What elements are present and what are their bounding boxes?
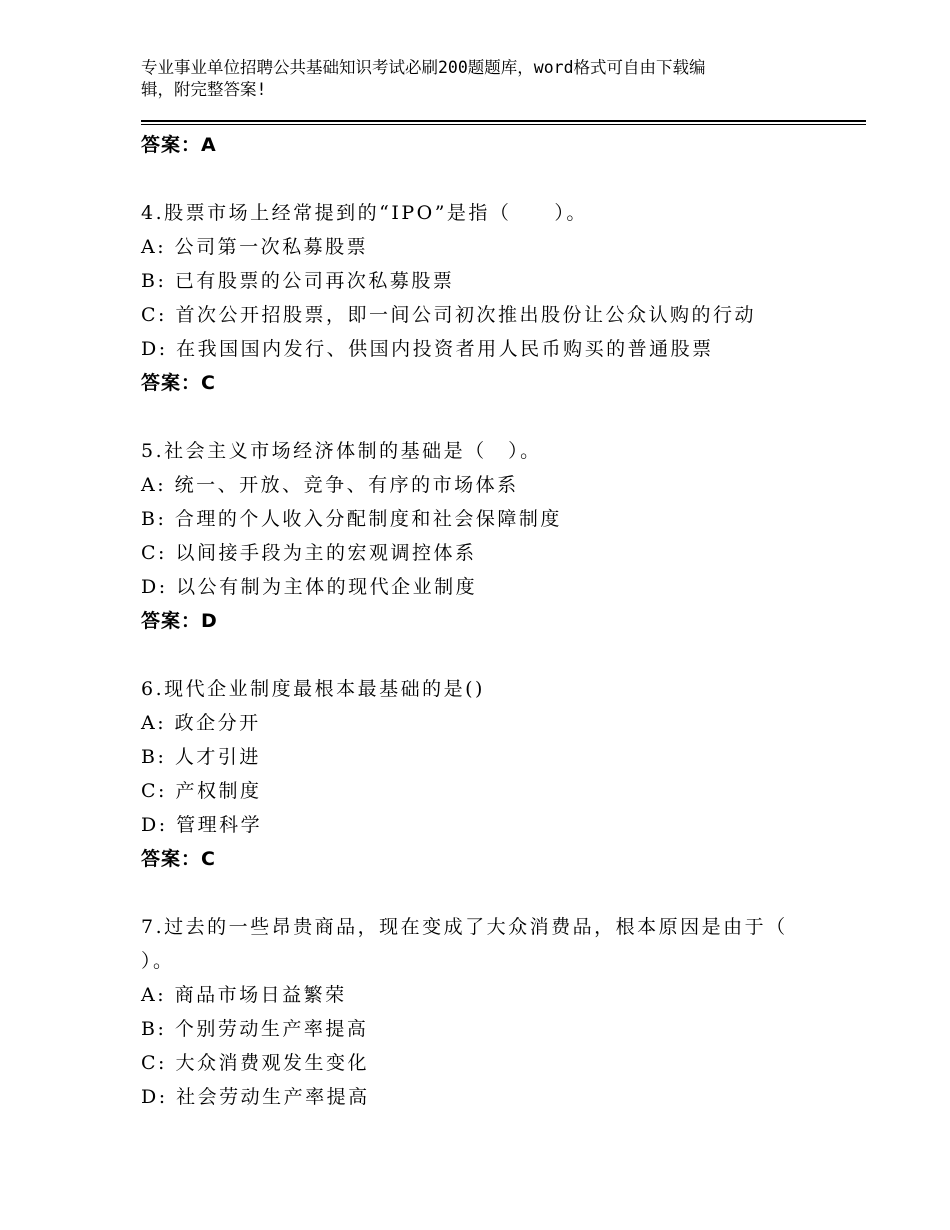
option-b: B: 已有股票的公司再次私募股票 <box>141 270 455 292</box>
question-4 <box>141 196 841 400</box>
option-a: A: 统一、开放、竞争、有序的市场体系 <box>141 474 519 496</box>
question-stem-line-2: ）。 <box>141 950 175 972</box>
header-line-2: 辑，附完整答案! <box>141 80 267 99</box>
header-rule-thin <box>141 124 866 125</box>
question-7 <box>141 910 841 1114</box>
option-a: A: 商品市场日益繁荣 <box>141 984 347 1006</box>
answer: 答案：C <box>141 372 216 394</box>
question-stem: 6.现代企业制度最根本最基础的是() <box>141 678 485 700</box>
answer-previous: 答案：A <box>141 134 217 156</box>
question-stem: 4.股票市场上经常提到的“IPO”是指（ ）。 <box>141 202 588 224</box>
question-stem-line-1: 7.过去的一些昂贵商品，现在变成了大众消费品，根本原因是由于（ <box>141 916 788 938</box>
question-stem: 5.社会主义市场经济体制的基础是（ ）。 <box>141 440 542 462</box>
option-b: B: 合理的个人收入分配制度和社会保障制度 <box>141 508 562 530</box>
option-a: A: 政企分开 <box>141 712 261 734</box>
option-b: B: 人才引进 <box>141 746 261 768</box>
document-body <box>141 128 841 1114</box>
question-6 <box>141 672 841 876</box>
answer: 答案：D <box>141 610 218 632</box>
header-line-1: 专业事业单位招聘公共基础知识考试必刷200题题库，word格式可自由下载编 <box>141 58 706 77</box>
option-d: D: 管理科学 <box>141 814 263 836</box>
option-a: A: 公司第一次私募股票 <box>141 236 369 258</box>
header-rule-thick <box>141 120 866 122</box>
page-header <box>141 57 831 101</box>
option-c: C: 大众消费观发生变化 <box>141 1052 369 1074</box>
option-c: C: 首次公开招股票，即一间公司初次推出股份让公众认购的行动 <box>141 304 756 326</box>
option-c: C: 产权制度 <box>141 780 262 802</box>
option-b: B: 个别劳动生产率提高 <box>141 1018 369 1040</box>
question-5 <box>141 434 841 638</box>
answer: 答案：C <box>141 848 216 870</box>
option-c: C: 以间接手段为主的宏观调控体系 <box>141 542 477 564</box>
option-d: D: 以公有制为主体的现代企业制度 <box>141 576 478 598</box>
option-d: D: 社会劳动生产率提高 <box>141 1086 370 1108</box>
option-d: D: 在我国国内发行、供国内投资者用人民币购买的普通股票 <box>141 338 714 360</box>
